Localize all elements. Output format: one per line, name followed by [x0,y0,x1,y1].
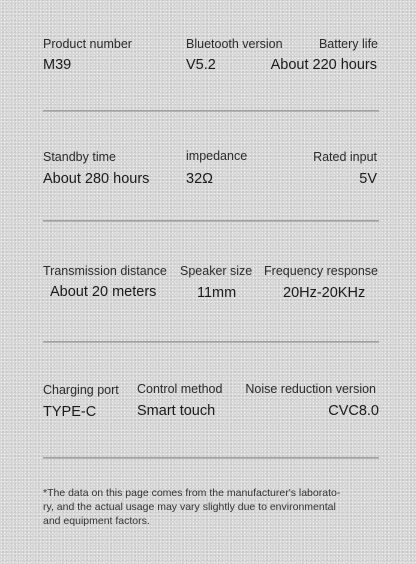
spec-label-speaker-size: Speaker size [180,264,253,278]
disclaimer-line: *The data on this page comes from the manufacturer's laborato- [43,487,341,499]
spec-label-frequency-response: Frequency response [264,264,378,278]
spec-value-bluetooth-version: V5.2 [186,57,216,73]
spec-label-battery-life: Battery life [318,37,378,51]
spec-label-control-method: Control method [137,382,223,396]
spec-value-control-method: Smart touch [137,403,216,419]
disclaimer-line: ry, and the actual usage may vary slightly due to environmental [43,501,336,513]
spec-label-noise-reduction-version: Noise reduction version [245,382,376,396]
spec-value-charging-port: TYPE-C [43,404,97,420]
spec-label-rated-input: Rated input [313,150,377,164]
spec-value-rated-input: 5V [359,171,377,187]
spec-label-product-number: Product number [43,37,132,51]
spec-value-frequency-response: 20Hz-20KHz [283,285,366,301]
row-divider [43,457,379,459]
spec-value-speaker-size: 11mm [197,285,237,301]
disclaimer-line: and equipment factors. [43,515,150,527]
spec-value-battery-life: About 220 hours [270,57,377,73]
spec-value-product-number: M39 [43,57,72,73]
spec-label-impedance: impedance [186,149,248,163]
disclaimer-note [43,486,379,528]
spec-label-charging-port: Charging port [43,383,119,397]
spec-value-standby-time: About 280 hours [43,171,150,187]
spec-label-standby-time: Standby time [43,150,116,164]
spec-value-impedance: 32Ω [186,171,213,187]
spec-value-noise-reduction-version: CVC8.0 [328,403,379,419]
spec-label-transmission-distance: Transmission distance [43,264,167,278]
spec-value-transmission-distance: About 20 meters [50,284,157,300]
row-divider [43,220,379,222]
spec-label-bluetooth-version: Bluetooth version [186,37,283,51]
row-divider [43,110,379,112]
row-divider [43,341,379,343]
